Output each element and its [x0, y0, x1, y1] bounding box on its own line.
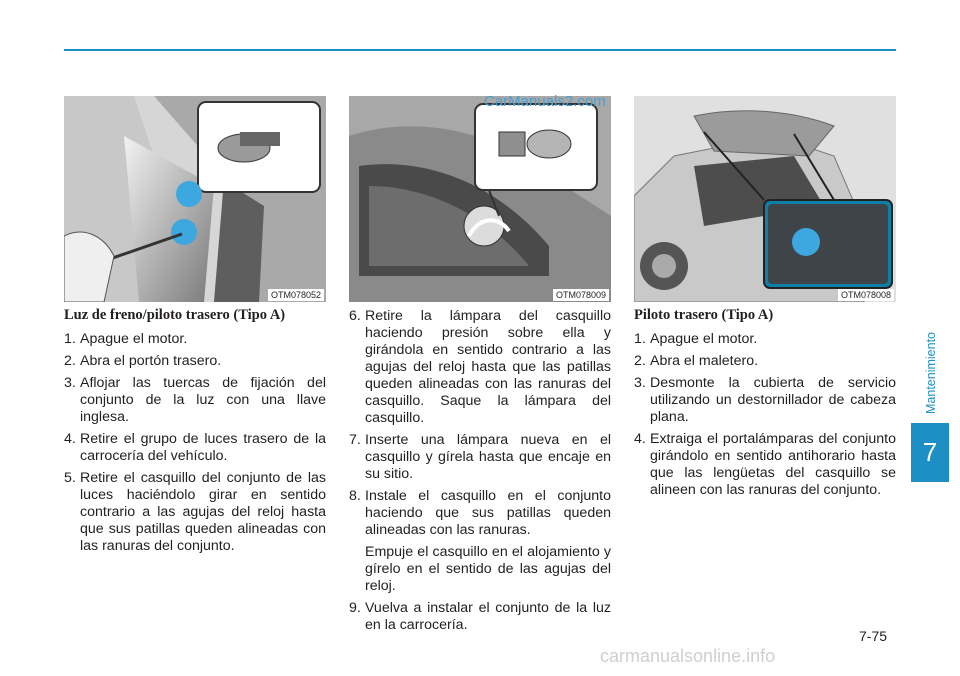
figure-code: OTM078009	[553, 289, 609, 301]
step-text: Instale el casquillo en el conjunto haciendo que sus patillas queden alineadas con las ranuras.	[365, 488, 611, 538]
step-text: Retire la lámpara del casquillo haciendo presión sobre ella y girándola en sentido contrario a las agujas del reloj hasta que las patillas queden alineadas con las ranuras del casquillo. Saque la lámpara del casquillo.	[365, 308, 611, 426]
step-item	[64, 470, 326, 555]
figure-tailgate-service-cover	[634, 96, 896, 302]
figure-code: OTM078052	[268, 289, 324, 301]
step-text: Inserte una lámpara nueva en el casquillo y gírela hasta que encaje en su sitio.	[365, 432, 611, 482]
step-number: 1.	[634, 331, 646, 347]
step-text: Abra el maletero.	[650, 353, 759, 369]
step-item	[634, 431, 896, 499]
figure-bulb-socket	[349, 96, 611, 302]
column-3	[634, 307, 896, 504]
step-text: Retire el casquillo del conjunto de las luces haciéndolo girar en sentido contrario a las agujas del reloj hasta que sus patillas queden alineadas con las ranuras del conjunto.	[80, 470, 326, 554]
step-number: 8.	[349, 488, 361, 504]
column-2	[349, 308, 611, 639]
figure-illustration	[349, 96, 611, 302]
step-text: Aflojar las tuercas de fijación del conjunto de la luz con una llave inglesa.	[80, 375, 326, 425]
column-1	[64, 307, 326, 560]
step-number: 3.	[634, 375, 646, 391]
step-number: 5.	[64, 470, 76, 486]
step-number: 4.	[64, 431, 76, 447]
chapter-side-label	[920, 325, 942, 421]
step-text: Desmonte la cubierta de servicio utilizando un destornillador de cabeza plana.	[650, 375, 896, 425]
chapter-side-label-text: Mantenimiento	[924, 332, 938, 414]
step-item	[64, 431, 326, 465]
step-item	[634, 331, 896, 348]
footer-watermark: carmanualsonline.info	[600, 646, 776, 666]
step-number: 2.	[64, 353, 76, 369]
step-item	[634, 375, 896, 426]
figure-illustration	[634, 96, 896, 302]
step-text: Apague el motor.	[650, 331, 758, 347]
figure-illustration	[64, 96, 326, 302]
page-number: 7-75	[859, 628, 888, 644]
step-text: Retire el grupo de luces trasero de la carrocería del vehículo.	[80, 431, 326, 464]
step-number: 6.	[349, 308, 361, 324]
step-number: 1.	[64, 331, 76, 347]
step-item	[349, 488, 611, 539]
step-item	[634, 353, 896, 370]
step-item	[349, 308, 611, 427]
step-item	[349, 600, 611, 634]
step-item	[349, 432, 611, 483]
top-rule	[64, 49, 896, 51]
step-item	[64, 331, 326, 348]
section-heading: Piloto trasero (Tipo A)	[634, 307, 774, 323]
step-number: 4.	[634, 431, 646, 447]
figure-tail-lamp-nuts	[64, 96, 326, 302]
step-number: 3.	[64, 375, 76, 391]
step-text: Extraiga el portalámparas del conjunto girándolo en sentido antihorario hasta que las lengüetas del casquillo se alineen con las ranuras del conjunto.	[650, 431, 896, 498]
watermark-top: CarManuals2.com	[484, 93, 606, 110]
step-number: 9.	[349, 600, 361, 616]
step-text: Vuelva a instalar el conjunto de la luz en la carrocería.	[365, 600, 611, 633]
step-number: 2.	[634, 353, 646, 369]
step-item	[64, 375, 326, 426]
step-text: Apague el motor.	[80, 331, 188, 347]
step-text: Abra el portón trasero.	[80, 353, 222, 369]
step-item	[64, 353, 326, 370]
chapter-tab: 7	[911, 423, 949, 482]
section-heading: Luz de freno/piloto trasero (Tipo A)	[64, 307, 286, 323]
figure-code: OTM078008	[838, 289, 894, 301]
step-number: 7.	[349, 432, 361, 448]
step-paragraph: Empuje el casquillo en el alojamiento y gírelo en el sentido de las agujas del reloj.	[365, 544, 611, 594]
